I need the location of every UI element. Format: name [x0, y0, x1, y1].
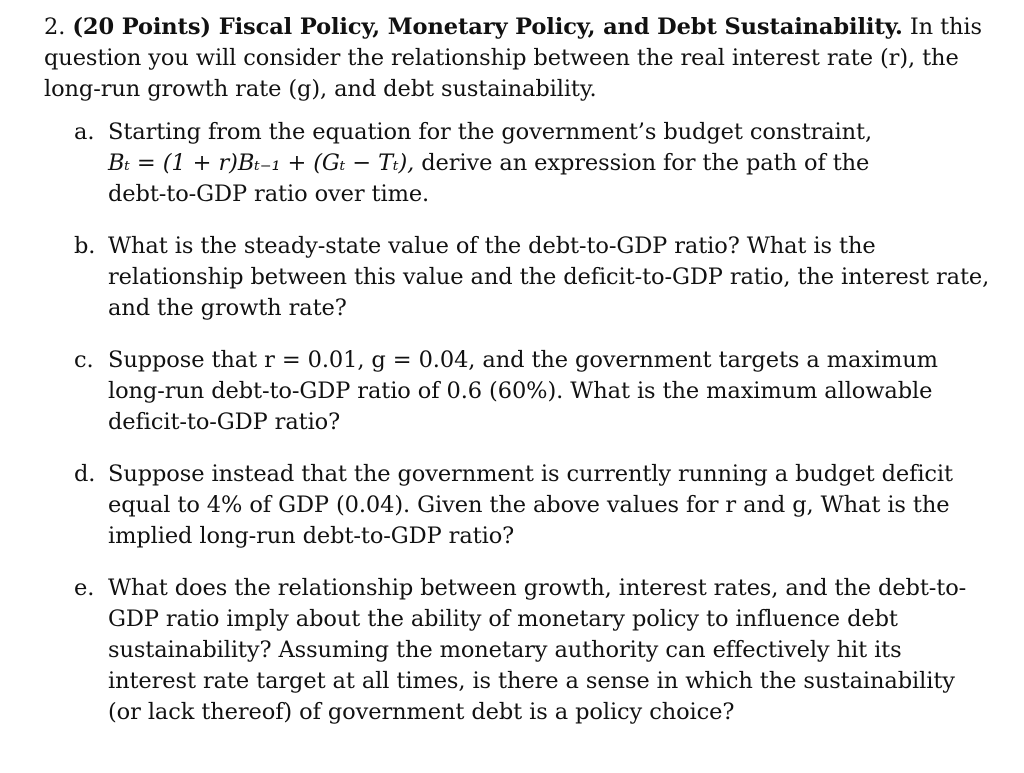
part-b-text: What is the steady-state value of the debt-to-GDP ratio? What is the relationship between this value and the deficit-to-GDP ratio, the interest rate, and the growth rate?	[108, 233, 990, 321]
part-c	[44, 345, 994, 438]
part-a	[44, 117, 994, 210]
part-d	[44, 459, 994, 552]
question-number: 2.	[44, 14, 66, 40]
part-letter: d.	[74, 461, 96, 487]
part-d-text: Suppose instead that the government is currently running a budget deficit equal to 4% of GDP (0.04). Given the above values for r and g, What is the implied long-run debt-to-GDP ratio?	[108, 461, 953, 549]
part-letter: e.	[74, 575, 95, 601]
part-b	[44, 231, 994, 324]
question-heading: (20 Points) Fiscal Policy, Monetary Policy, and Debt Sustainability.	[72, 14, 903, 40]
part-a-line1: Starting from the equation for the government’s budget constraint,	[108, 119, 873, 145]
question-intro	[44, 12, 994, 105]
part-a-line2-rest: derive an expression for the path of the	[414, 150, 870, 176]
question-parts-list	[44, 117, 994, 728]
budget-constraint-equation: Bₜ = (1 + r)Bₜ₋₁ + (Gₜ − Tₜ),	[108, 150, 415, 176]
part-letter: b.	[74, 233, 96, 259]
part-letter: c.	[74, 347, 94, 373]
part-a-line3: debt-to-GDP ratio over time.	[108, 181, 430, 207]
part-e	[44, 573, 994, 728]
part-c-text: Suppose that r = 0.01, g = 0.04, and the government targets a maximum long-run debt-to-GDP ratio of 0.6 (60%). What is the maximum allowable deficit-to-GDP ratio?	[108, 347, 938, 435]
question-intro-text: In this question you will consider the relationship between the real interest rate (r), the long-run growth rate (g), and debt sustainability.	[44, 14, 982, 102]
part-a-line2	[108, 148, 994, 179]
part-letter: a.	[74, 119, 95, 145]
document-page	[44, 12, 994, 749]
part-e-text: What does the relationship between growth, interest rates, and the debt-to-GDP ratio imply about the ability of monetary policy to influence debt sustainability? Assuming the monetary authority can effectively hit its interest rate target at all times, is there a sense in which the sustainability (or lack thereof) of government debt is a policy choice?	[108, 575, 967, 725]
